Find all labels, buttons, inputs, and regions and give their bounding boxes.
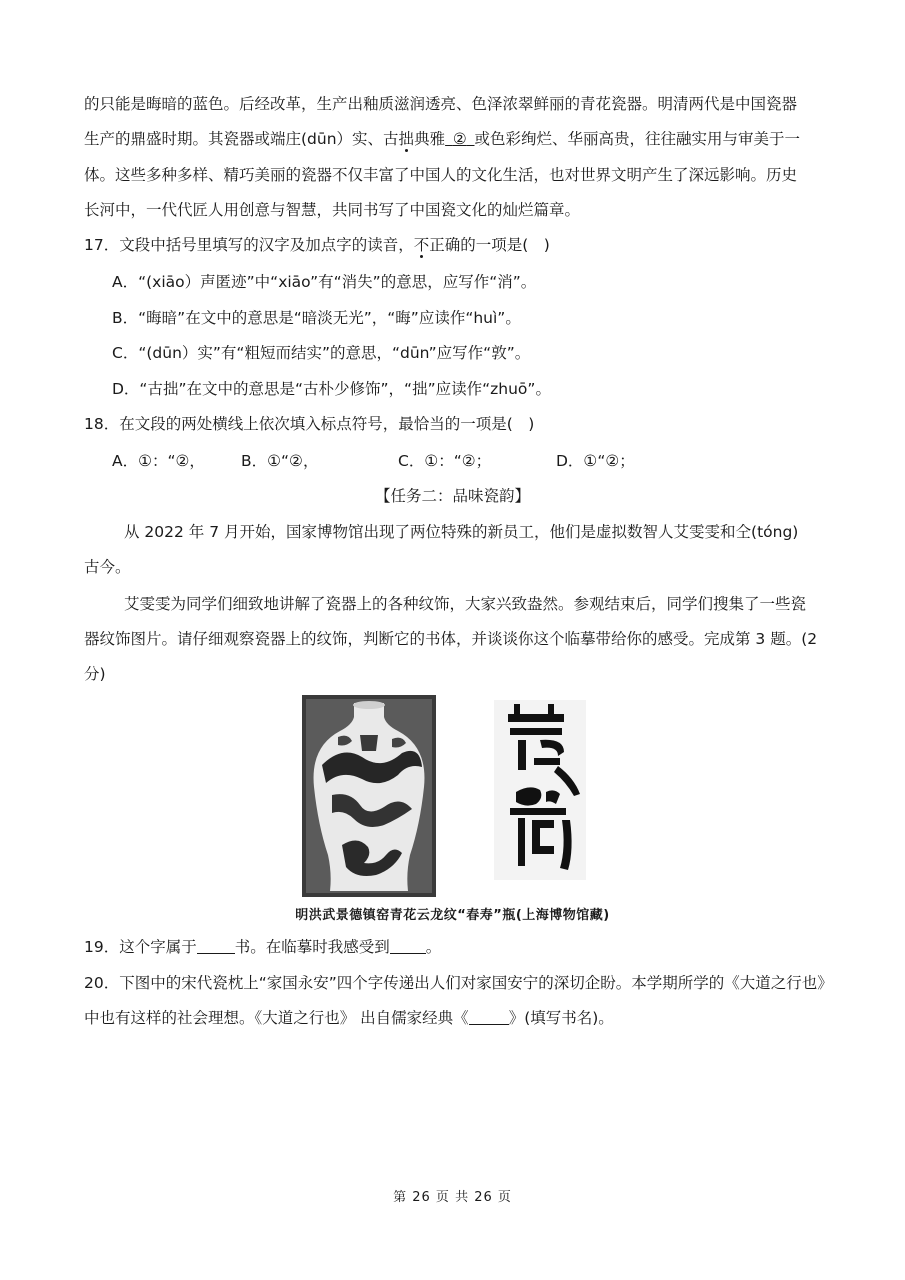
answer-blank-20[interactable] [469,1010,509,1025]
task-2-paragraph-2-line-1: 艾雯雯为同学们细致地讲解了瓷器上的各种纹饰，大家兴致盎然。参观结束后，同学们搜集了一些瓷 [124,595,807,613]
question-20-line-2 [84,1007,824,1029]
page-number-footer: 第 26 页 共 26 页 [393,1190,512,1205]
question-17-stem-a: 17．文段中括号里填写的汉字及加点字的读音， [84,236,414,254]
passage-line-2-a: 生产的鼎盛时期。其瓷器或端庄(dūn）实、古 [84,130,399,148]
figure-caption: 明洪武景德镇窑青花云龙纹“春寿”瓶(上海博物馆藏) [295,908,610,923]
question-18-option-a: A．①：“②， [112,452,205,470]
passage-line-3: 体。这些多种多样、精巧美丽的瓷器不仅丰富了中国人的文化生活，也对世界文明产生了深远影响。历史 [84,166,798,184]
task-2-paragraph-2-line-2: 器纹饰图片。请仔细观察瓷器上的纹饰，判断它的书体，并谈谈你这个临摹带给你的感受。完成第 3 题。(2 [84,630,818,648]
question-17-dotted-char: 不 [413,236,430,254]
question-20-line-1: 20．下图中的宋代瓷枕上“家国永安”四个字传递出人们对家国安宁的深切企盼。本学期所学的《大道之行也》 [84,974,833,992]
question-19-text-c: 。 [425,938,442,956]
passage-line-4: 长河中，一代代匠人用创意与智慧，共同书写了中国瓷文化的灿烂篇章。 [84,201,581,219]
question-17-option-a: A．“(xiāo）声匿迹”中“xiāo”有“消失”的意思，应写作“消”。 [112,273,537,291]
question-20-text-b: 》(填写书名)。 [508,1009,614,1027]
question-17-stem [84,234,824,256]
task-2-paragraph-1-line-1: 从 2022 年 7 月开始，国家博物馆出现了两位特殊的新员工，他们是虚拟数智人艾雯雯和仝(tóng) [124,523,799,541]
passage-line-2-b: 典雅 [414,130,446,148]
question-18-option-d: D．①“②； [556,452,635,470]
blank-marker-2: ② [452,130,467,148]
passage-blank-2 [445,130,474,148]
question-17-option-c: C．“(dūn）实”有“粗短而结实”的意思，“dūn”应写作“敦”。 [112,344,531,362]
question-17-option-b: B．“晦暗”在文中的意思是“暗淡无光”，“晦”应读作“huì”。 [112,309,521,327]
passage-line-2 [84,128,824,150]
question-17-option-d: D．“古拙”在文中的意思是“古朴少修饰”，“拙”应读作“zhuō”。 [112,380,551,398]
task-2-paragraph-1-line-2: 古今。 [84,558,131,576]
question-18-option-c: C．①：“②； [398,452,492,470]
porcelain-vase-image [302,695,436,897]
passage-dotted-char: 拙 [398,130,415,148]
task-2-paragraph-2-line-3: 分) [84,665,106,683]
question-18-option-b: B．①“②， [241,452,319,470]
question-18-stem: 18．在文段的两处横线上依次填入标点符号，最恰当的一项是( ) [84,415,535,433]
passage-line-2-c: 或色彩绚烂、华丽高贵，往往融实用与审美于一 [474,130,800,148]
question-17-stem-b: 正确的一项是( ) [429,236,550,254]
task-2-heading: 【任务二：品味瓷韵】 [374,487,530,505]
question-20-text-a: 中也有这样的社会理想。《大道之行也》 出自儒家经典《 [84,1009,469,1027]
question-19-text-b: 书。在临摹时我感受到 [234,938,390,956]
question-19 [84,936,824,958]
question-19-text-a: 19．这个字属于 [84,938,197,956]
seal-script-characters-image [494,700,586,880]
answer-blank-19-a[interactable] [197,939,235,954]
passage-line-1: 的只能是晦暗的蓝色。后经改革，生产出釉质滋润透亮、色泽浓翠鲜丽的青花瓷器。明清两代是中国瓷器 [84,95,798,113]
answer-blank-19-b[interactable] [390,939,426,954]
